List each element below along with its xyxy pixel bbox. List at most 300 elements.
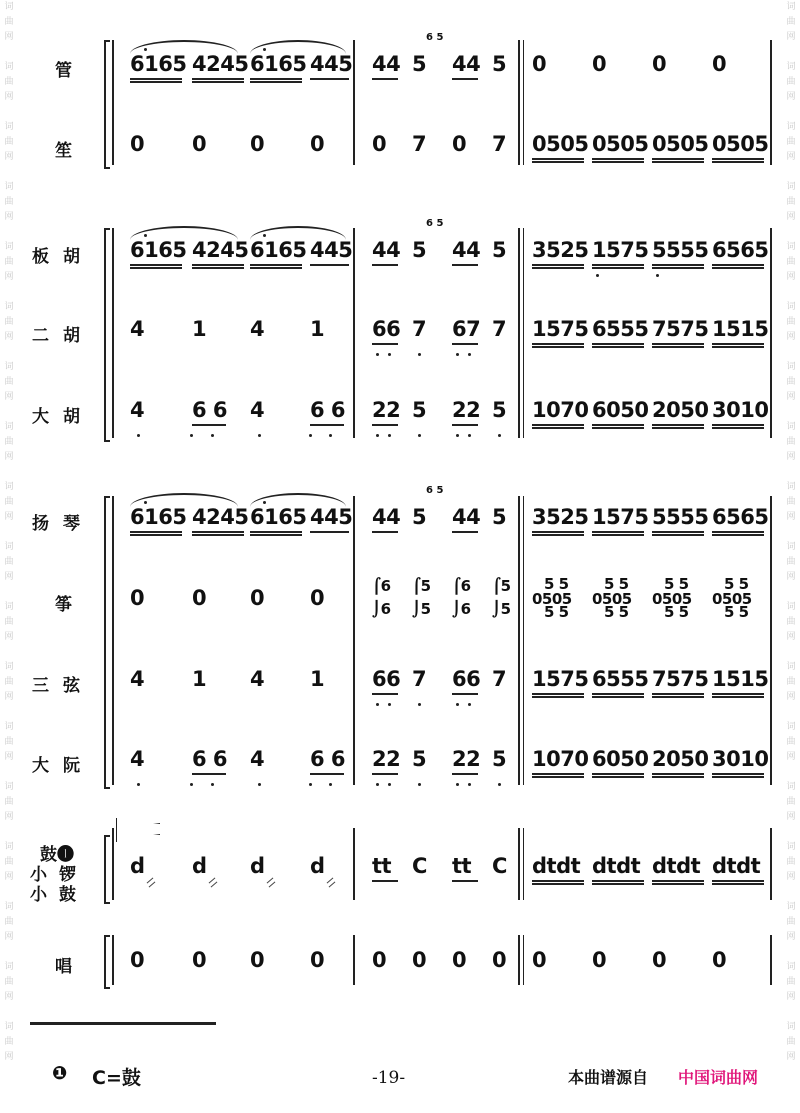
beam-line [372, 424, 398, 426]
beam-line [592, 534, 644, 536]
beam-line [652, 424, 704, 426]
source-site-link[interactable]: 中国词曲网 [678, 1068, 759, 1087]
note-cell: 0 [452, 948, 467, 972]
beam-line [130, 534, 182, 536]
octave-dot [258, 434, 261, 437]
beam-line [592, 343, 644, 345]
beam-line [652, 267, 704, 269]
watermark-right: 词 曲 网 [786, 242, 796, 282]
instrument-label: 管 [55, 61, 72, 81]
watermark-left: 词 曲 网 [4, 2, 14, 42]
phrase-slur [250, 40, 346, 54]
pluck-top: 5 5 [664, 575, 689, 593]
beam-line [192, 81, 244, 83]
pluck-mid: 0505 [592, 590, 632, 608]
watermark-right: 词 曲 网 [786, 362, 796, 402]
beam-line [130, 264, 182, 266]
octave-dot [309, 434, 312, 437]
barline [112, 496, 114, 785]
beam-line [712, 161, 764, 163]
note-cell: 2050 [652, 747, 709, 771]
note-cell: 5 [412, 747, 427, 771]
watermark-left: 词 曲 网 [4, 602, 14, 642]
beam-line [452, 531, 478, 533]
chord-top: ⌠6 [372, 577, 391, 595]
beam-line [652, 773, 704, 775]
note-cell: 22 [372, 747, 401, 771]
beam-line [712, 267, 764, 269]
octave-dot [309, 783, 312, 786]
note-cell: 44 [452, 505, 481, 529]
watermark-left: 词 曲 网 [4, 482, 14, 522]
note-cell: 1515 [712, 667, 769, 691]
note-cell: dtdt [592, 854, 641, 878]
note-cell: tt [372, 854, 392, 878]
note-cell: 0 [652, 948, 667, 972]
octave-dot [137, 783, 140, 786]
note-cell: 0 [452, 132, 467, 156]
note-cell: 5 [492, 52, 507, 76]
note-cell: dtdt [712, 854, 761, 878]
octave-dot [258, 783, 261, 786]
note-cell: 4 [130, 398, 145, 422]
note-cell: 6565 [712, 505, 769, 529]
footnote-rule [30, 1022, 216, 1025]
watermark-left: 词 曲 网 [4, 902, 14, 942]
note-cell: 445 [310, 238, 353, 262]
note-cell: 0 [192, 586, 207, 610]
note-cell: 4245 [192, 52, 249, 76]
pluck-bot: 5 5 [604, 603, 629, 621]
beam-line [712, 264, 764, 266]
beam-line [592, 424, 644, 426]
watermark-left: 词 曲 网 [4, 662, 14, 702]
note-cell: 67 [452, 317, 481, 341]
note-cell: 6 6 [310, 398, 346, 422]
octave-dot [376, 783, 379, 786]
note-cell: 4 [130, 747, 145, 771]
watermark-left: 词 曲 网 [4, 542, 14, 582]
note-cell: 66 [372, 317, 401, 341]
octave-dot [211, 434, 214, 437]
beam-line [592, 158, 644, 160]
note-cell: C [412, 854, 427, 878]
grace-note: 6 5 [426, 218, 444, 229]
note-cell: 6165 [130, 52, 187, 76]
note-cell: 4245 [192, 238, 249, 262]
beam-line [592, 427, 644, 429]
beam-line [592, 264, 644, 266]
note-cell: 0 [372, 948, 387, 972]
instrument-label: 大阮 [32, 756, 94, 776]
pluck-mid: 0505 [712, 590, 752, 608]
instrument-label: 大胡 [32, 407, 94, 427]
note-cell: 3525 [532, 238, 589, 262]
note-cell: 4 [250, 667, 265, 691]
barline [523, 40, 524, 165]
note-cell: 0 [130, 948, 145, 972]
beam-line [192, 264, 244, 266]
pluck-mid: 0505 [652, 590, 692, 608]
watermark-left: 词 曲 网 [4, 182, 14, 222]
beam-line [712, 773, 764, 775]
barline [770, 40, 772, 165]
pluck-top: 5 5 [604, 575, 629, 593]
note-cell: 0 [130, 586, 145, 610]
beam-line [712, 880, 764, 882]
beam-line [532, 343, 584, 345]
octave-dot [388, 434, 391, 437]
note-cell: dtdt [532, 854, 581, 878]
beam-line [452, 773, 478, 775]
octave-dot [263, 234, 266, 237]
barline [353, 828, 355, 900]
barline [353, 496, 355, 785]
beam-line [652, 343, 704, 345]
note-cell: 3525 [532, 505, 589, 529]
beam-line [250, 264, 302, 266]
note-cell: 7575 [652, 317, 709, 341]
octave-dot [190, 434, 193, 437]
beam-line [592, 773, 644, 775]
note-cell: 7 [412, 132, 427, 156]
system-brace [104, 228, 110, 442]
note-cell: 0505 [532, 132, 589, 156]
tremolo-mark [269, 882, 276, 888]
beam-line [452, 424, 478, 426]
beam-line [712, 696, 764, 698]
barline [518, 496, 520, 785]
beam-line [372, 693, 398, 695]
note-cell: 7 [412, 317, 427, 341]
octave-dot [498, 434, 501, 437]
note-cell: 66 [372, 667, 401, 691]
beam-line [192, 773, 226, 775]
note-cell: 0 [372, 132, 387, 156]
watermark-right: 词 曲 网 [786, 122, 796, 162]
beam-line [452, 343, 478, 345]
chord-bottom: ⌡6 [452, 600, 471, 618]
watermark-right: 词 曲 网 [786, 662, 796, 702]
instrument-label: 笙 [55, 141, 72, 161]
beam-line [652, 264, 704, 266]
barline [518, 935, 520, 985]
note-cell: 6 6 [192, 747, 228, 771]
note-cell: 445 [310, 505, 353, 529]
beam-line [592, 531, 644, 533]
note-cell: 6165 [250, 52, 307, 76]
beam-line [712, 346, 764, 348]
beam-line [372, 531, 398, 533]
note-cell: 6 6 [310, 747, 346, 771]
beam-line [372, 880, 398, 882]
octave-dot [468, 434, 471, 437]
note-cell: 0 [192, 948, 207, 972]
watermark-right: 词 曲 网 [786, 902, 796, 942]
note-cell: 0 [532, 52, 547, 76]
chord-bottom: ⌡6 [372, 600, 391, 618]
note-cell: dtdt [652, 854, 701, 878]
note-cell: tt [452, 854, 472, 878]
barline [523, 228, 524, 438]
octave-dot [190, 783, 193, 786]
watermark-right: 词 曲 网 [786, 482, 796, 522]
instrument-label: 扬琴 [32, 514, 94, 534]
beam-line [532, 883, 584, 885]
note-cell: 44 [372, 238, 401, 262]
beam-line [310, 773, 344, 775]
watermark-left: 词 曲 网 [4, 302, 14, 342]
note-cell: 66 [452, 667, 481, 691]
watermark-right: 词 曲 网 [786, 422, 796, 462]
beam-line [372, 78, 398, 80]
barline [770, 935, 772, 985]
watermark-left: 词 曲 网 [4, 842, 14, 882]
octave-dot [329, 434, 332, 437]
beam-line [712, 693, 764, 695]
beam-line [250, 78, 302, 80]
octave-dot [456, 434, 459, 437]
instrument-label: 小锣 [30, 865, 88, 885]
watermark-right: 词 曲 网 [786, 1022, 796, 1062]
octave-dot [418, 703, 421, 706]
octave-dot [144, 501, 147, 504]
beam-line [592, 776, 644, 778]
note-cell: d [192, 854, 207, 878]
beam-line [592, 880, 644, 882]
octave-dot [468, 783, 471, 786]
note-cell: 1575 [532, 667, 589, 691]
note-cell: 4 [250, 747, 265, 771]
note-cell: 22 [452, 398, 481, 422]
note-cell: 0 [310, 132, 325, 156]
chord-top: ⌠5 [412, 577, 431, 595]
phrase-slur [130, 40, 238, 54]
watermark-right: 词 曲 网 [786, 182, 796, 222]
beam-line [192, 424, 226, 426]
beam-line [192, 267, 244, 269]
note-cell: 6050 [592, 747, 649, 771]
beam-line [592, 696, 644, 698]
note-cell: 1575 [592, 238, 649, 262]
octave-dot [656, 274, 659, 277]
note-cell: 4 [250, 398, 265, 422]
note-cell: 1575 [532, 317, 589, 341]
octave-dot [418, 783, 421, 786]
watermark-right: 词 曲 网 [786, 542, 796, 582]
note-cell: 5555 [652, 505, 709, 529]
beam-line [652, 880, 704, 882]
instrument-label: 二胡 [32, 326, 94, 346]
note-cell: 0505 [652, 132, 709, 156]
pluck-top: 5 5 [544, 575, 569, 593]
beam-line [130, 267, 182, 269]
beam-line [652, 534, 704, 536]
beam-line [250, 534, 302, 536]
beam-line [532, 158, 584, 160]
watermark-right: 词 曲 网 [786, 962, 796, 1002]
beam-line [592, 693, 644, 695]
phrase-slur [130, 226, 238, 240]
instrument-label: 鼓❶ [40, 845, 74, 865]
note-cell: 3010 [712, 747, 769, 771]
beam-line [532, 776, 584, 778]
octave-dot [468, 353, 471, 356]
grace-note: 6 5 [426, 485, 444, 496]
note-cell: 6165 [130, 505, 187, 529]
footnote-text: C=鼓 [92, 1067, 141, 1089]
beam-line [532, 880, 584, 882]
beam-line [310, 78, 349, 80]
watermark-right: 词 曲 网 [786, 782, 796, 822]
octave-dot [498, 783, 501, 786]
note-cell: d [130, 854, 145, 878]
note-cell: 2050 [652, 398, 709, 422]
note-cell: 5 [412, 398, 427, 422]
beam-line [712, 534, 764, 536]
watermark-left: 词 曲 网 [4, 62, 14, 102]
phrase-slur [130, 493, 238, 507]
beam-line [250, 267, 302, 269]
note-cell: 44 [372, 52, 401, 76]
beam-line [192, 534, 244, 536]
beam-line [452, 880, 478, 882]
chord-bottom: ⌡5 [412, 600, 431, 618]
beam-line [652, 696, 704, 698]
note-cell: 0 [310, 948, 325, 972]
note-cell: 7575 [652, 667, 709, 691]
note-cell: 1 [192, 317, 207, 341]
note-cell: 445 [310, 52, 353, 76]
note-cell: 1070 [532, 398, 589, 422]
barline [523, 496, 524, 785]
beam-line [372, 343, 398, 345]
barline [770, 828, 772, 900]
beam-line [712, 343, 764, 345]
note-cell: 1575 [592, 505, 649, 529]
octave-dot [388, 353, 391, 356]
octave-dot [418, 353, 421, 356]
beam-line [652, 161, 704, 163]
note-cell: 0 [592, 948, 607, 972]
barline [112, 935, 114, 985]
barline [353, 228, 355, 438]
pluck-bot: 5 5 [544, 603, 569, 621]
page-number: -19- [372, 1068, 406, 1088]
note-cell: 22 [452, 747, 481, 771]
watermark-right: 词 曲 网 [786, 2, 796, 42]
note-cell: 44 [452, 238, 481, 262]
note-cell: 5 [492, 398, 507, 422]
beam-line [532, 424, 584, 426]
note-cell: 0 [532, 948, 547, 972]
note-cell: C [492, 854, 507, 878]
watermark-right: 词 曲 网 [786, 602, 796, 642]
beam-line [372, 773, 398, 775]
watermark-left: 词 曲 网 [4, 362, 14, 402]
note-cell: 5555 [652, 238, 709, 262]
system-brace [104, 496, 110, 789]
beam-line [532, 534, 584, 536]
source-label: 本曲谱源自 [568, 1068, 649, 1087]
beam-line [310, 424, 344, 426]
note-cell: 5 [492, 238, 507, 262]
note-cell: 3010 [712, 398, 769, 422]
note-cell: 5 [492, 747, 507, 771]
note-cell: 6555 [592, 667, 649, 691]
note-cell: 1 [192, 667, 207, 691]
instrument-label: 板胡 [32, 247, 94, 267]
system-brace [104, 835, 110, 904]
octave-dot [376, 703, 379, 706]
note-cell: 0 [250, 948, 265, 972]
watermark-left: 词 曲 网 [4, 122, 14, 162]
tremolo-mark [211, 882, 218, 888]
footnote-marker: ❶ [52, 1063, 68, 1084]
octave-dot [263, 501, 266, 504]
note-cell: 0 [130, 132, 145, 156]
beam-line [250, 81, 302, 83]
beam-line [532, 693, 584, 695]
watermark-left: 词 曲 网 [4, 1022, 14, 1062]
octave-dot [144, 48, 147, 51]
beam-line [372, 264, 398, 266]
octave-dot [468, 703, 471, 706]
beam-line [652, 883, 704, 885]
instrument-label: 筝 [55, 595, 72, 615]
beam-line [592, 267, 644, 269]
note-cell: 0 [310, 586, 325, 610]
beam-line [712, 158, 764, 160]
watermark-right: 词 曲 网 [786, 302, 796, 342]
octave-dot [388, 783, 391, 786]
phrase-slur [250, 493, 346, 507]
system-brace [104, 935, 110, 989]
note-cell: 6165 [250, 505, 307, 529]
note-cell: 5 [412, 52, 427, 76]
note-cell: 1515 [712, 317, 769, 341]
system-brace [104, 40, 110, 169]
note-cell: 0505 [712, 132, 769, 156]
octave-dot [376, 434, 379, 437]
chord-bottom: ⌡5 [492, 600, 511, 618]
beam-line [532, 696, 584, 698]
beam-line [532, 267, 584, 269]
pluck-bot: 5 5 [724, 603, 749, 621]
beam-line [652, 531, 704, 533]
beam-line [652, 346, 704, 348]
watermark-left: 词 曲 网 [4, 422, 14, 462]
barline [518, 40, 520, 165]
note-cell: 1 [310, 667, 325, 691]
octave-dot [137, 434, 140, 437]
note-cell: 5 [492, 505, 507, 529]
watermark-left: 词 曲 网 [4, 242, 14, 282]
note-cell: 6565 [712, 238, 769, 262]
beam-line [652, 693, 704, 695]
note-cell: d [250, 854, 265, 878]
barline [518, 828, 520, 900]
note-cell: 4245 [192, 505, 249, 529]
octave-dot [456, 703, 459, 706]
barline [112, 828, 114, 900]
note-cell: 0 [192, 132, 207, 156]
crescendo-hairpin [118, 823, 160, 835]
note-cell: 0 [250, 586, 265, 610]
octave-dot [418, 434, 421, 437]
instrument-label: 唱 [55, 957, 72, 977]
beam-line [192, 531, 244, 533]
